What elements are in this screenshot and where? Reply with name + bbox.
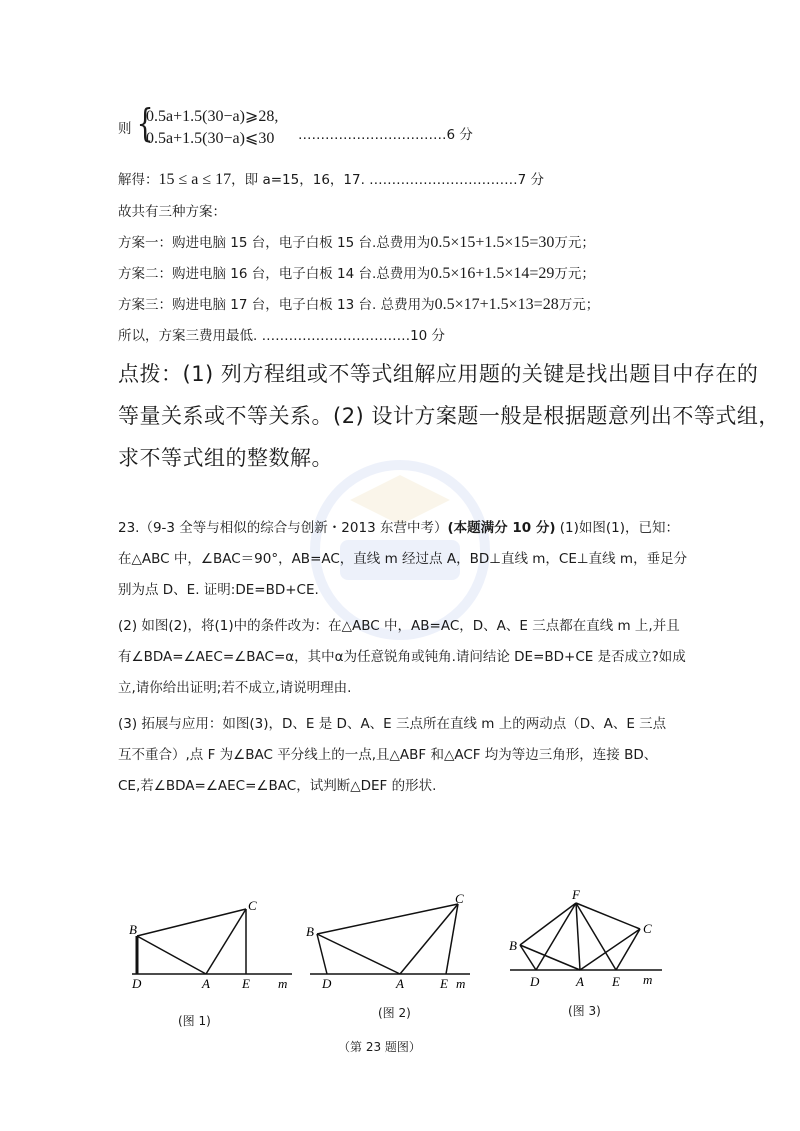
- fig1-label-B: B: [129, 922, 137, 937]
- fig3-segment-CA: [580, 929, 640, 970]
- solve-rest: ，即 a=15，16，17. ……………………………7 分: [231, 172, 545, 188]
- fig2-label-C: C: [455, 891, 464, 906]
- question-line-1: [118, 516, 679, 536]
- solve-label: 解得：: [118, 172, 159, 188]
- fig2-label-E: E: [440, 976, 448, 991]
- plan-3: [118, 293, 599, 314]
- plan-2-unit: 万元；: [554, 266, 595, 282]
- tip-line-1: 点拨：(1) 列方程组或不等式组解应用题的关键是找出题目中存在的: [118, 362, 759, 386]
- fig2-label-D: D: [322, 976, 332, 991]
- fig1-label-m: m: [278, 976, 288, 991]
- figure-2-caption: (图 2): [378, 1006, 411, 1020]
- plan-1-text: 方案一：购进电脑 15 台，电子白板 15 台.总费用为: [118, 235, 431, 251]
- question-line-6: 立,请你给出证明;若不成立,请说明理由.: [118, 680, 352, 696]
- fig1-label-E: E: [242, 976, 250, 991]
- question-line-9: CE,若∠BDA=∠AEC=∠BAC，试判断△DEF 的形状.: [118, 778, 437, 794]
- plan-2-math: 0.5×16+1.5×14=29: [430, 265, 555, 282]
- fig1-segment-AC: [206, 909, 246, 974]
- tip-line-2: 等量关系或不等关系。(2) 设计方案题一般是根据题意列出不等式组，: [118, 404, 780, 428]
- fig3-label-B: B: [509, 938, 517, 953]
- question-source: 23.（9-3 全等与相似的综合与创新・2013 东营中考）: [118, 520, 448, 536]
- plan-2: [118, 262, 595, 283]
- score-6: ……………………………6 分: [298, 127, 473, 143]
- fig3-segment-FC: [576, 903, 640, 929]
- fig3-label-A: A: [576, 974, 584, 989]
- system-prefix: 则: [118, 121, 132, 137]
- figure-main-caption: （第 23 题图）: [338, 1040, 421, 1054]
- plan-3-unit: 万元；: [558, 297, 600, 313]
- conclusion: 所以，方案三费用最低. ……………………………10 分: [118, 328, 446, 344]
- fig3-segment-FB: [520, 903, 576, 945]
- question-line-8: 互不重合）,点 F 为∠BAC 平分线上的一点,且△ABF 和△ACF 均为等边三角形，连接 BD、: [118, 747, 658, 763]
- fig3-segment-BA: [520, 945, 580, 970]
- fig1-label-C: C: [248, 898, 257, 913]
- solve-line: [118, 168, 544, 189]
- fig2-segment-BA: [317, 934, 400, 974]
- fig3-label-E: E: [612, 974, 620, 989]
- plan-1: [118, 231, 595, 252]
- fig1-segment-BA: [137, 936, 206, 974]
- question-line-2: 在△ABC 中，∠BAC＝90°，AB=AC，直线 m 经过点 A，BD⊥直线 m，CE⊥直线 m，垂足分: [118, 551, 688, 567]
- fig2-segment-CE: [446, 904, 458, 974]
- figure-3: [500, 885, 670, 995]
- solve-math: 15 ≤ a ≤ 17: [158, 171, 232, 188]
- tip-line-3: 求不等式组的整数解。: [118, 446, 333, 470]
- question-line-5: 有∠BDA=∠AEC=∠BAC=α，其中α为任意锐角或钝角.请问结论 DE=BD+CE 是否成立?如成: [118, 649, 686, 665]
- question-line-7: (3) 拓展与应用：如图(3)，D、E 是 D、A、E 三点所在直线 m 上的两动点（D、A、E 三点: [118, 716, 667, 732]
- fig3-segment-CE: [616, 929, 640, 970]
- fig2-segment-BD: [317, 934, 327, 974]
- plan-1-unit: 万元；: [554, 235, 595, 251]
- fig1-label-A: A: [202, 976, 210, 991]
- figure-3-caption: (图 3): [568, 1004, 601, 1018]
- fig3-label-D: D: [530, 974, 540, 989]
- fig1-segment-BC: [137, 909, 246, 936]
- plan-3-text: 方案三：购进电脑 17 台，电子白板 13 台. 总费用为: [118, 297, 435, 313]
- question-line-3: 别为点 D、E. 证明:DE=BD+CE.: [118, 582, 319, 598]
- plan-1-math: 0.5×15+1.5×15=30: [430, 234, 555, 251]
- inequality-system: [146, 106, 278, 150]
- fig2-label-m: m: [456, 976, 466, 991]
- plan-3-math: 0.5×17+1.5×13=28: [434, 296, 559, 313]
- three-plans-text: 故共有三种方案：: [118, 204, 226, 220]
- fig3-label-C: C: [643, 921, 652, 936]
- system-brace: {: [136, 101, 154, 145]
- figure-2: [300, 890, 480, 1000]
- figure-1: [120, 890, 300, 1000]
- fig3-label-m: m: [643, 972, 653, 987]
- question-line-4: (2) 如图(2)，将(1)中的条件改为：在△ABC 中，AB=AC，D、A、E 三点都在直线 m 上,并且: [118, 618, 680, 634]
- fig3-segment-FA: [576, 903, 580, 970]
- fig3-label-F: F: [572, 887, 580, 902]
- inequality-line-1: 0.5a+1.5(30−a)⩾28,: [146, 108, 279, 125]
- inequality-line-2: 0.5a+1.5(30−a)⩽30: [146, 130, 275, 147]
- question-score: (本题满分 10 分): [447, 520, 556, 536]
- figure-1-caption: (图 1): [178, 1014, 211, 1028]
- plan-2-text: 方案二：购进电脑 16 台，电子白板 14 台.总费用为: [118, 266, 431, 282]
- question-part1-start: (1)如图(1)，已知：: [555, 520, 680, 536]
- fig2-label-A: A: [396, 976, 404, 991]
- fig1-label-D: D: [132, 976, 142, 991]
- fig2-label-B: B: [306, 924, 314, 939]
